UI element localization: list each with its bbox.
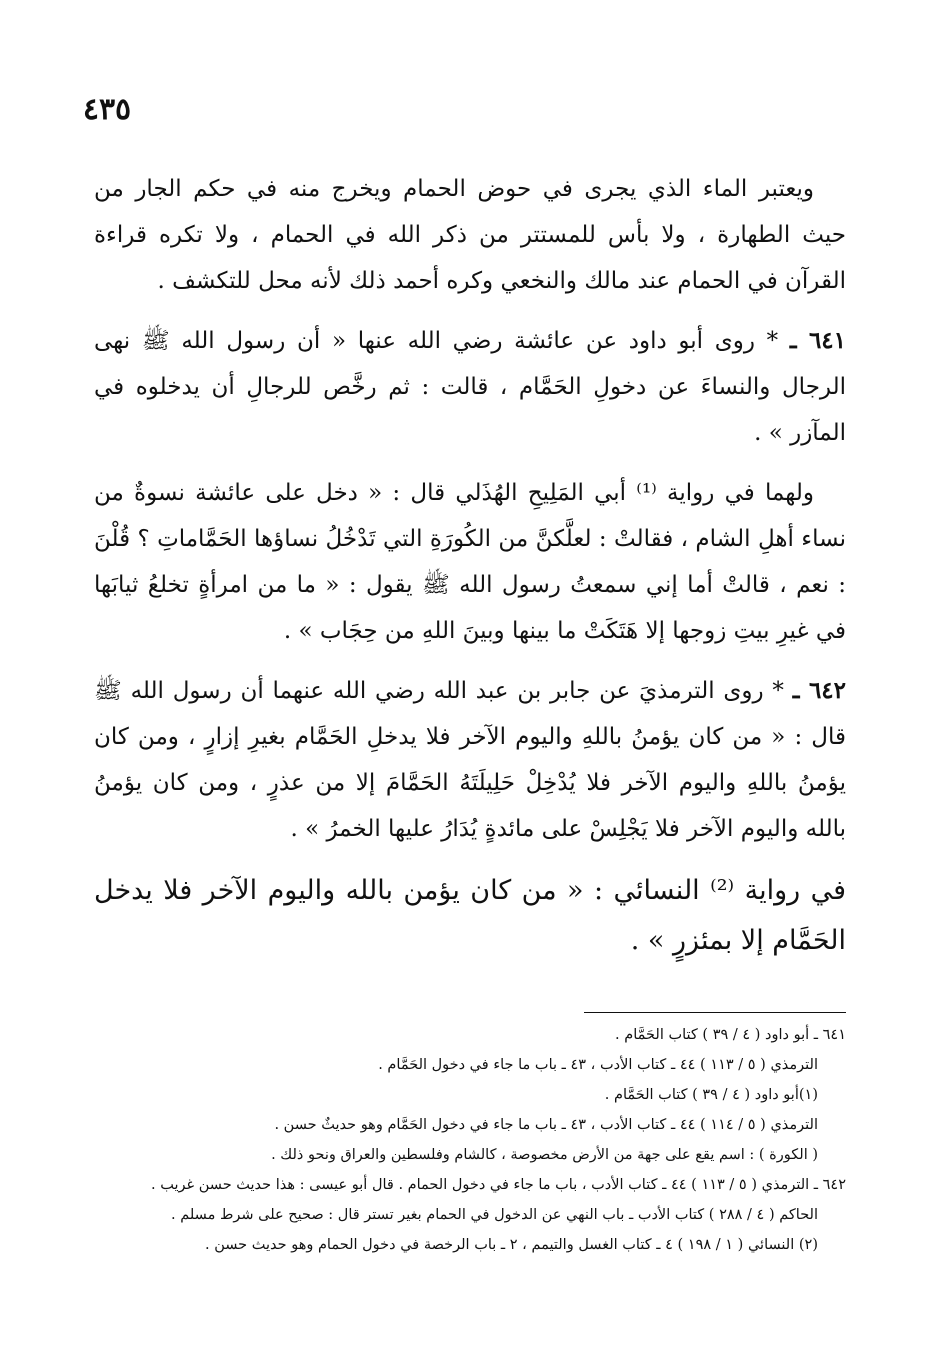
hadith-641-narration: ولهما في رواية ⁽¹⁾ أبي المَلِيحِ الهُذَلي قال : « دخل على عائشة نسوةٌ من نساء أهلِ الشام ، فقالتْ : لعلَّكنَّ من الكُورَةِ التي تَدْخُلُ نساؤها الحَمَّاماتِ ؟ قُلْنَ : نعم ، قالتْ أما إني سمعتُ رسول الله ﷺ يقول : « ما من امرأةٍ تخلعُ ثيابَها في غيرِ بيتِ زوجها إلا هَتَكَتْ ما بينها وبينَ اللهِ من حِجَاب » .	[94, 480, 846, 644]
intro-paragraph: ويعتبر الماء الذي يجرى في حوض الحمام ويخرج منه في حكم الجار من حيث الطهارة ، ولا بأس للمستتر من ذكر الله في الحمام ، ولا تكره قراءة القرآن في الحمام عند مالك والنخعي وكره أحمد ذلك لأنه محل للتكشف .	[94, 176, 846, 294]
footnote: الترمذي ( ٥ / ١١٣ ) ٤٤ ـ كتاب الأدب ، ٤٣ ـ باب ما جاء في دخول الحَمَّام .	[378, 1057, 818, 1073]
footnote: ٦٤١ ـ أبو داود ( ٤ / ٣٩ ) كتاب الحَمَّام .	[615, 1027, 846, 1043]
hadith-642	[94, 668, 846, 852]
footnote: ٦٤٢ ـ الترمذي ( ٥ / ١١٣ ) ٤٤ ـ كتاب الأدب ، باب ما جاء في دخول الحمام . قال أبو عيسى : هذا حديث حسن غريب .	[151, 1177, 846, 1193]
hadith-642-nasai: في رواية ⁽²⁾ النسائي : « من كان يؤمن بالله واليوم الآخر فلا يدخل الحَمَّام إلا بمئزرٍ » .	[94, 875, 846, 956]
hadith-641-number: ٦٤١ ـ	[789, 327, 847, 354]
footnote: ( الكورة ) : اسم يقع على جهة من الأرض مخصوصة ، كالشام وفلسطين والعراق ونحو ذلك .	[271, 1147, 818, 1163]
footnotes	[94, 1020, 846, 1260]
footnote: الحاكم ( ٤ / ٢٨٨ ) كتاب الأدب ـ باب النهي عن الدخول في الحمام بغير تستر قال : صحيح على شرط مسلم .	[171, 1207, 818, 1223]
footnote-divider	[584, 1012, 846, 1013]
page-number: ٤٣٥	[82, 92, 132, 127]
hadith-641	[94, 318, 846, 456]
hadith-642-text: * روى الترمذيَ عن جابر بن عبد الله رضي الله عنهما أن رسول الله ﷺ قال : « من كان يؤمنُ باللهِ واليوم الآخر فلا يدخلِ الحَمَّام بغيرِ إزارٍ ، ومن كان يؤمنُ باللهِ واليوم الآخر فلا يُدْخِلْ حَلِيلَتَهُ الحَمَّامَ إلا من عذرٍ ، ومن كان يؤمنُ بالله واليوم الآخر فلا يَجْلِسْ على مائدةٍ يُدَارُ عليها الخمرُ » .	[94, 678, 846, 842]
footnote: (٢) النسائي ( ١ / ١٩٨ ) ٤ ـ كتاب الغسل والتيمم ، ٢ ـ باب الرخصة في دخول الحمام وهو حديث حسن .	[204, 1237, 818, 1253]
main-text	[94, 166, 846, 980]
footnote: (١)أبو داود ( ٤ / ٣٩ ) كتاب الحَمَّام .	[604, 1087, 818, 1103]
footnote: الترمذي ( ٥ / ١١٤ ) ٤٤ ـ كتاب الأدب ، ٤٣ ـ باب ما جاء في دخول الحَمَّام وهو حديثٌ حسن .	[274, 1117, 818, 1133]
hadith-641-text: * روى أبو داود عن عائشة رضي الله عنها « أن رسول الله ﷺ نهى الرجال والنساءَ عن دخولِ الحَمَّام ، قالت : ثم رخَّص للرجالِ أن يدخلوه في المآزر » .	[94, 328, 846, 446]
hadith-642-number: ٦٤٢ ـ	[792, 677, 846, 704]
